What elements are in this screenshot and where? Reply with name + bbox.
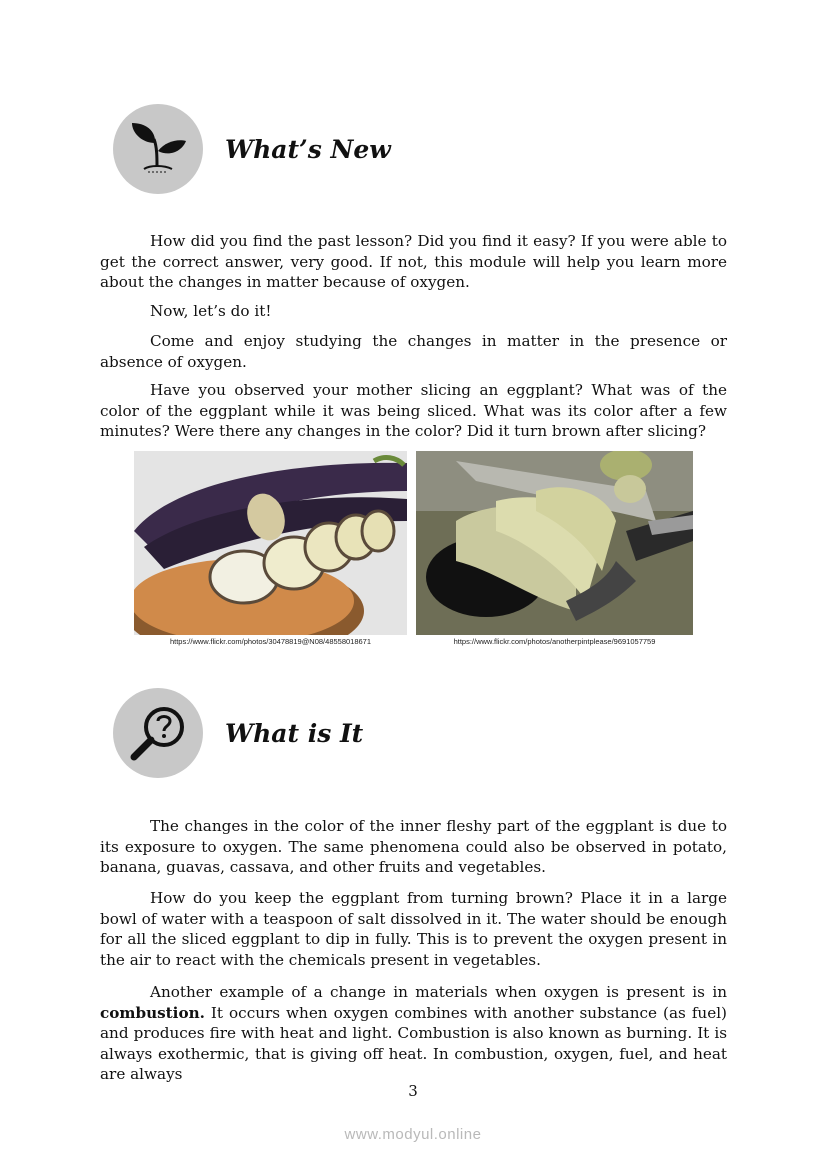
paragraph: Have you observed your mother slicing an eggplant? What was of the color of the eggplant while it was being sliced. What was its color after a few minutes? Were there any changes in the color? Did it turn brown after slicing? [100,381,727,441]
paragraph: Another example of a change in materials when oxygen is present is in combustion. It occurs when oxygen combines with another substance (as fuel) and produces fire with heat and light. Combustion is also known as burning. It is always exothermic, that is giving off heat. In combustion, oxygen, fuel, and heat are always [100,983,727,1084]
section-title-what-is-it: What is It [225,718,364,748]
photo-credit-right: https://www.flickr.com/photos/anotherpintplease/9691057759 [453,637,656,646]
section-title-whats-new: What’s New [225,134,391,164]
magnifier-question-icon [113,688,203,778]
eggplant-photo-right [416,451,693,635]
term-combustion: combustion. [100,1003,205,1022]
eggplant-photo-left [134,451,407,635]
paragraph: How do you keep the eggplant from turning brown? Place it in a large bowl of water with a teaspoon of salt dissolved in it. The water should be enough for all the sliced eggplant to dip in fully. This is to prevent the oxygen present in the air to react with the chemicals present in vegetables. [100,889,727,969]
whats-new-header [113,104,391,194]
watermark: www.modyul.online [344,1126,482,1143]
what-is-it-header [113,688,363,778]
plant-sprout-icon [113,104,203,194]
paragraph: Now, let’s do it! [150,302,272,320]
paragraph: Come and enjoy studying the changes in matter in the presence or absence of oxygen. [100,332,727,371]
page-number: 3 [408,1082,418,1100]
paragraph: How did you find the past lesson? Did you find it easy? If you were able to get the correct answer, very good. If not, this module will help you learn more about the changes in matter because of oxygen. [100,232,727,292]
paragraph: The changes in the color of the inner fleshy part of the eggplant is due to its exposure to oxygen. The same phenomena could also be observed in potato, banana, guavas, cassava, and other fruits and vegetables. [100,817,727,877]
photo-credit-left: https://www.flickr.com/photos/30478819@N08/48558018671 [169,637,372,646]
